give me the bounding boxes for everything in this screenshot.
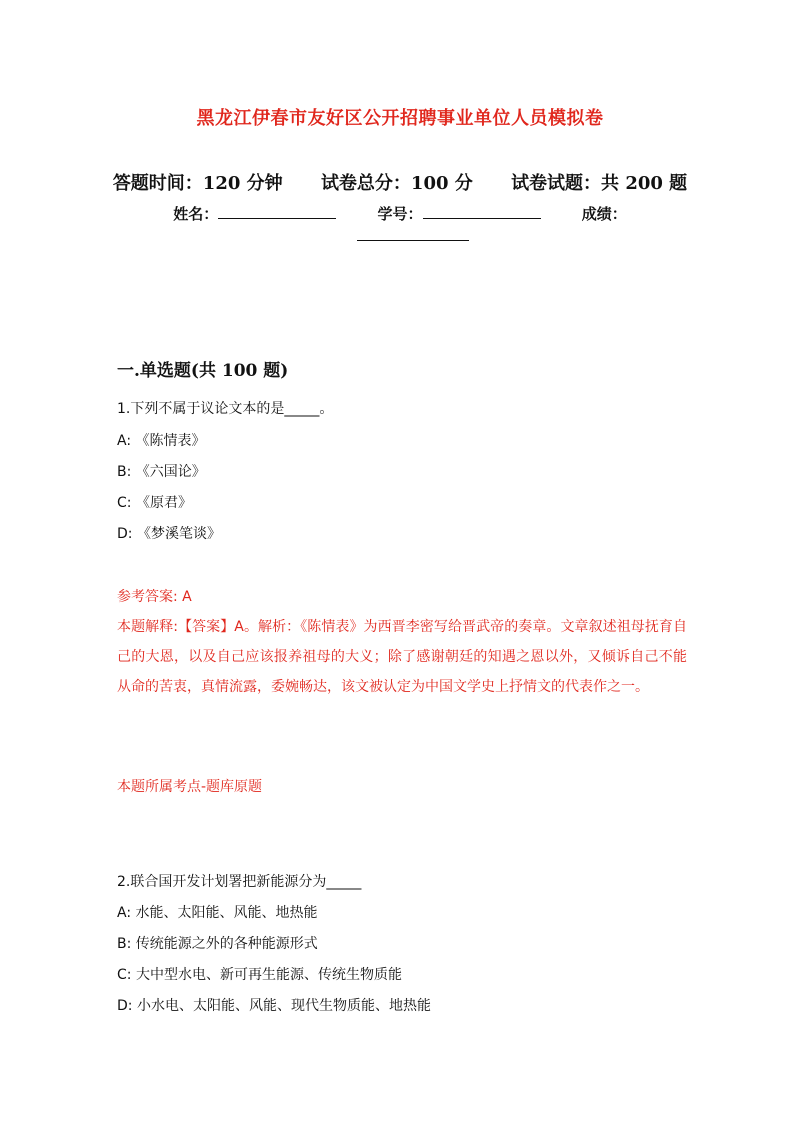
q1-explanation: 本题解释:【答案】A。解析：《陈情表》为西晋李密写给晋武帝的奏章。文章叙述祖母抚育自己的大恩，以及自己应该报养祖母的大义；除了感谢朝廷的知遇之恩以外，又倾诉自己不能从命的苦衷，真情流露，委婉畅达，该文被认定为中国文学史上抒情文的代表作之一。 xyxy=(117,619,687,695)
score-field xyxy=(582,205,627,223)
q1-option-d[interactable]: D: 《梦溪笔谈》 xyxy=(117,526,221,542)
name-blank[interactable] xyxy=(218,204,336,219)
q2-option-d[interactable]: D: 小水电、太阳能、风能、现代生物质能、地热能 xyxy=(117,998,431,1014)
q1-stem: 1.下列不属于议论文本的是_____。 xyxy=(117,401,334,417)
q2-option-a[interactable]: A: 水能、太阳能、风能、地热能 xyxy=(117,905,318,921)
q2-stem: 2.联合国开发计划署把新能源分为_____ xyxy=(117,874,362,890)
exam-time: 答题时间：120 分钟 xyxy=(112,173,283,194)
id-field[interactable] xyxy=(377,205,545,223)
exam-total-score: 试卷总分：100 分 xyxy=(320,173,473,194)
q1-option-b[interactable]: B: 《六国论》 xyxy=(117,464,206,480)
q2-option-b[interactable]: B: 传统能源之外的各种能源形式 xyxy=(117,936,318,952)
score-label: 成绩： xyxy=(581,205,627,223)
exam-title: 黑龙江伊春市友好区公开招聘事业单位人员模拟卷 xyxy=(196,108,604,129)
exam-question-count: 试卷试题：共 200 题 xyxy=(511,173,688,194)
id-blank[interactable] xyxy=(423,204,541,219)
section-title: 一.单选题(共 100 题) xyxy=(117,361,289,381)
score-blank-row xyxy=(0,226,800,245)
q2-option-c[interactable]: C: 大中型水电、新可再生能源、传统生物质能 xyxy=(117,967,402,983)
q1-option-a[interactable]: A: 《陈情表》 xyxy=(117,433,206,449)
score-blank[interactable] xyxy=(357,226,469,241)
q1-source: 本题所属考点-题库原题 xyxy=(117,779,263,795)
exam-meta xyxy=(0,169,800,195)
q1-answer: 参考答案: A xyxy=(117,589,192,605)
student-info-row xyxy=(0,203,800,224)
q1-option-c[interactable]: C: 《原君》 xyxy=(117,495,192,511)
id-label: 学号： xyxy=(377,205,423,223)
name-field[interactable] xyxy=(173,205,341,223)
name-label: 姓名： xyxy=(173,205,219,223)
